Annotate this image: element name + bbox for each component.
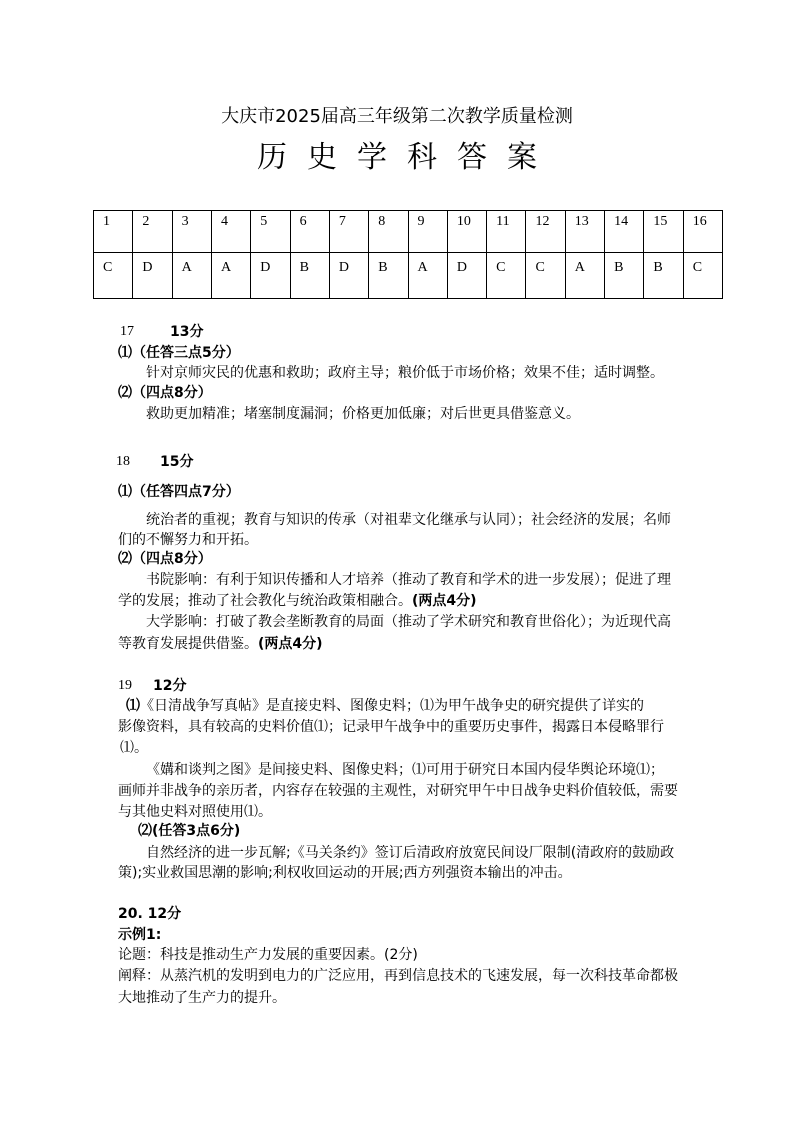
- exam-title: 大庆市2025届高三年级第二次教学质量检测: [221, 106, 573, 127]
- answer-cell: C: [94, 253, 133, 299]
- question-number-cell: 9: [408, 211, 447, 253]
- answer-cell: A: [408, 253, 447, 299]
- q20-example-label: 示例1:: [118, 927, 162, 943]
- q20-heading: 20. 12分: [118, 906, 182, 922]
- q18-university-text: 等教育发展提供借鉴。: [118, 636, 258, 652]
- answer-cell: A: [565, 253, 604, 299]
- answer-cell: A: [211, 253, 250, 299]
- q19-part1-line: 画师并非战争的亲历者，内容存在较强的主观性，对研究甲午中日战争史料价值较低，需要: [118, 783, 678, 799]
- question-number-cell: 7: [329, 211, 368, 253]
- q18-part2-line: [118, 634, 323, 654]
- answer-cell: B: [644, 253, 683, 299]
- question-number-cell: 2: [133, 211, 172, 253]
- question-number-cell: 10: [447, 211, 486, 253]
- question-number-cell: 3: [172, 211, 211, 253]
- q17-part1-text: 针对京师灾民的优惠和救助；政府主导；粮价低于市场价格；效果不佳；适时调整。: [146, 365, 664, 381]
- question-number-cell: 4: [211, 211, 250, 253]
- q19-part2-line: 自然经济的进一步瓦解;《马关条约》签订后清政府放宽民间设厂限制(清政府的鼓励政: [146, 845, 675, 861]
- q19-score: 12分: [153, 678, 187, 694]
- question-number-cell: 1: [94, 211, 133, 253]
- question-number-cell: 16: [683, 211, 722, 253]
- q19-part1-line: 《媾和谈判之图》是间接史料、图像史料；⑴可用于研究日本国内侵华舆论环境⑴；: [146, 762, 664, 778]
- answer-cell: D: [251, 253, 290, 299]
- multiple-choice-answer-table: [93, 210, 723, 299]
- q18-number: 18: [116, 454, 130, 469]
- answer-cell: C: [526, 253, 565, 299]
- q19-part1-line: [126, 696, 644, 716]
- q19-part1-line: 与其他史料对照使用⑴。: [118, 804, 272, 820]
- answer-cell: D: [329, 253, 368, 299]
- q17-part2-heading: ⑵（四点8分）: [118, 385, 212, 401]
- q19-part1-text: 《日清战争写真帖》是直接史料、图像史料；⑴为甲午战争史的研究提供了详实的: [140, 698, 644, 714]
- question-number-cell: 11: [487, 211, 526, 253]
- question-number-cell: 5: [251, 211, 290, 253]
- q18-university-score: (两点4分): [258, 636, 323, 652]
- answer-cell: A: [172, 253, 211, 299]
- q17-part1-heading: ⑴（任答三点5分）: [118, 345, 240, 361]
- question-number-row: [94, 211, 723, 253]
- q18-part2-line: [118, 591, 477, 611]
- q20-explanation-line: 大地推动了生产力的提升。: [118, 990, 286, 1006]
- q19-part2-line: 策);实业救国思潮的影响;利权收回运动的开展;西方列强资本输出的冲击。: [118, 865, 572, 881]
- subject-answer-title: 历史学科答案: [257, 140, 557, 175]
- q19-part2-heading: ⑵(任答3点6分): [138, 823, 241, 839]
- answer-cell: B: [605, 253, 644, 299]
- q19-part1-label: ⑴: [126, 698, 140, 714]
- q17-number: 17: [120, 324, 134, 339]
- q20-explanation-line: 阐释：从蒸汽机的发明到电力的广泛应用，再到信息技术的飞速发展，每一次科技革命都极: [118, 968, 678, 984]
- answer-cell: D: [447, 253, 486, 299]
- q18-part2-line: 书院影响：有利于知识传播和人才培养（推动了教育和学术的进一步发展）；促进了理: [146, 572, 671, 588]
- answer-cell: D: [133, 253, 172, 299]
- q18-part1-line: 统治者的重视；教育与知识的传承（对祖辈文化继承与认同）；社会经济的发展；名师: [146, 512, 671, 528]
- answer-cell: C: [683, 253, 722, 299]
- q19-part1-line: 影像资料，具有较高的史料价值⑴；记录甲午战争中的重要历史事件，揭露日本侵略罪行: [118, 719, 664, 735]
- question-number-cell: 6: [290, 211, 329, 253]
- question-number-cell: 12: [526, 211, 565, 253]
- q18-part2-heading: ⑵（四点8分）: [118, 551, 212, 567]
- question-number-cell: 15: [644, 211, 683, 253]
- q18-academy-score: (两点4分): [412, 593, 477, 609]
- answer-cell: B: [369, 253, 408, 299]
- q18-part2-line: 大学影响：打破了教会垄断教育的局面（推动了学术研究和教育世俗化）；为近现代高: [146, 614, 671, 630]
- q18-academy-text: 学的发展；推动了社会教化与统治政策相融合。: [118, 593, 412, 609]
- question-number-cell: 13: [565, 211, 604, 253]
- answer-cell: B: [290, 253, 329, 299]
- q18-part1-heading: ⑴（任答四点7分）: [118, 484, 240, 500]
- answer-cell: C: [487, 253, 526, 299]
- q18-score: 15分: [160, 454, 194, 470]
- q19-number: 19: [118, 678, 132, 693]
- q18-part1-line: 们的不懈努力和开拓。: [118, 532, 258, 548]
- q19-part1-line: ⑴。: [120, 740, 148, 756]
- question-number-cell: 14: [605, 211, 644, 253]
- q17-score: 13分: [170, 324, 204, 340]
- q17-part2-text: 救助更加精准；堵塞制度漏洞；价格更加低廉；对后世更具借鉴意义。: [146, 406, 580, 422]
- answer-row: [94, 253, 723, 299]
- question-number-cell: 8: [369, 211, 408, 253]
- q20-topic: 论题：科技是推动生产力发展的重要因素。(2分): [118, 947, 418, 963]
